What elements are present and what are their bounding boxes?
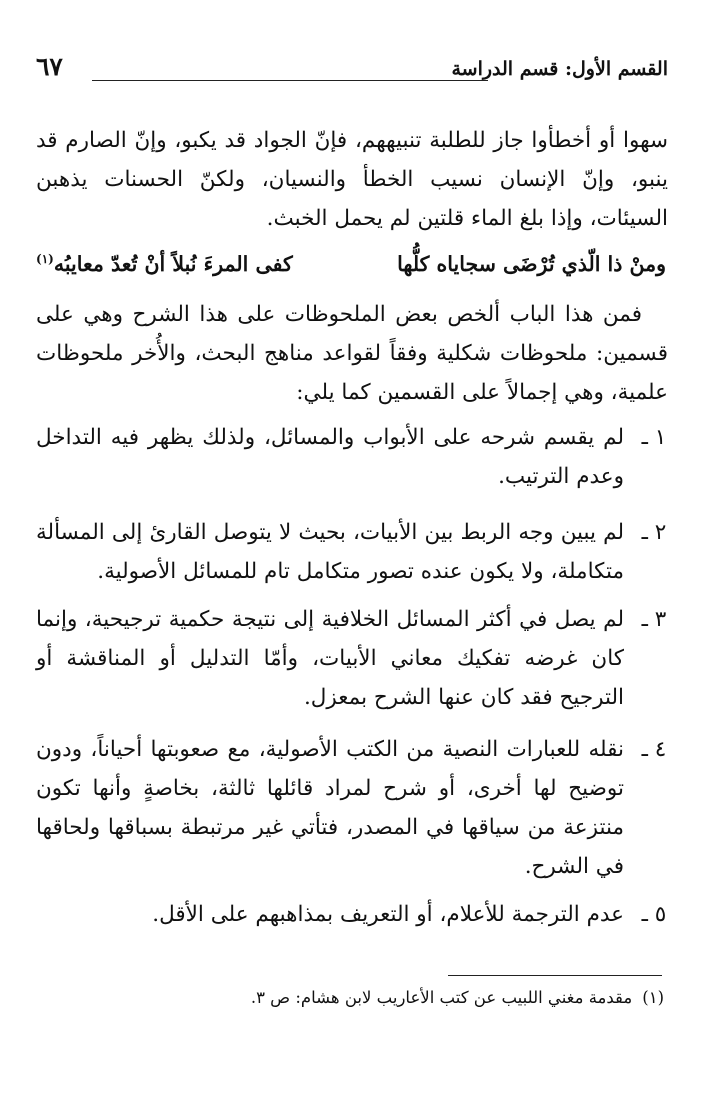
list-item-text: عدم الترجمة للأعلام، أو التعريف بمذاهبهم على الأقل. — [152, 902, 624, 927]
list-item-text: لم يصل في أكثر المسائل الخلافية إلى نتيجة حكمية ترجيحية، وإنما كان غرضه تفكيك معاني الأبيات، وأمّا التدليل أو المناقشة أو الترجيح فقد كان عنها الشرح بمعزل. — [36, 607, 624, 710]
list-item-number: ١ ـ — [641, 425, 667, 450]
list-item — [36, 513, 668, 591]
list-item — [36, 600, 668, 717]
list-item-number: ٢ ـ — [641, 520, 667, 545]
list-item-text: لم يقسم شرحه على الأبواب والمسائل، ولذلك يظهر فيه التداخل وعدم الترتيب. — [36, 425, 624, 489]
footnote-text: مقدمة مغني اللبيب عن كتب الأعاريب لابن هشام: ص ٣. — [250, 988, 633, 1007]
verse-second-hemistich-wrap — [36, 252, 293, 276]
list-item-number: ٥ ـ — [641, 902, 667, 927]
list-item — [36, 418, 668, 496]
page-header — [36, 52, 668, 82]
list-item-text: نقله للعبارات النصية من الكتب الأصولية، مع صعوبتها أحياناً، ودون توضيح لها أخرى، أو شرح لمراد قائلها ثالثة، بخاصةٍ وأنها تكون منتزعة من سياقها في المصدر، فتأتي غير مرتبطة بسباقها ولحاقها في الشرح. — [36, 737, 624, 879]
footnote-number: (١) — [642, 988, 664, 1007]
section-title: القسم الأول: قسم الدراسة — [451, 58, 668, 80]
list-item-number: ٤ ـ — [641, 737, 667, 762]
verse-first-hemistich: ومنْ ذا الّذي تُرْضَى سجاياه كلُّها — [397, 252, 666, 276]
footnote-reference: (١) — [36, 252, 54, 267]
footnote-separator — [448, 975, 662, 976]
footnote — [251, 985, 664, 1011]
paragraph-intro: سهوا أو أخطأوا جاز للطلبة تنبيههم، فإنّ الجواد قد يكبو، وإنّ الصارم قد ينبو، وإنّ الإنسان نسيب الخطأ والنسيان، ولكنّ الحسنات يذهبن السيئات، وإذا بلغ الماء قلتين لم يحمل الخبث. — [36, 128, 668, 231]
verse-second-hemistich: كفى المرءَ نُبلاً أنْ تُعدّ معايبُه — [53, 252, 293, 276]
list-item — [36, 895, 668, 934]
list-item — [36, 730, 668, 886]
poetry-verse — [36, 246, 668, 286]
header-rule — [92, 80, 488, 81]
list-item-text: لم يبين وجه الربط بين الأبيات، بحيث لا يتوصل القارئ إلى المسألة متكاملة، ولا يكون عنده تصور متكامل تام للمسائل الأصولية. — [36, 520, 624, 584]
page-number: ٦٧ — [36, 52, 63, 81]
paragraph-summary: فمن هذا الباب ألخص بعض الملحوظات على هذا الشرح وهي على قسمين: ملحوظات شكلية وفقاً لقواعد مناهج البحث، والأُخر ملحوظات علمية، وهي إجمالاً على القسمين كما يلي: — [36, 302, 668, 405]
list-item-number: ٣ ـ — [641, 607, 667, 632]
